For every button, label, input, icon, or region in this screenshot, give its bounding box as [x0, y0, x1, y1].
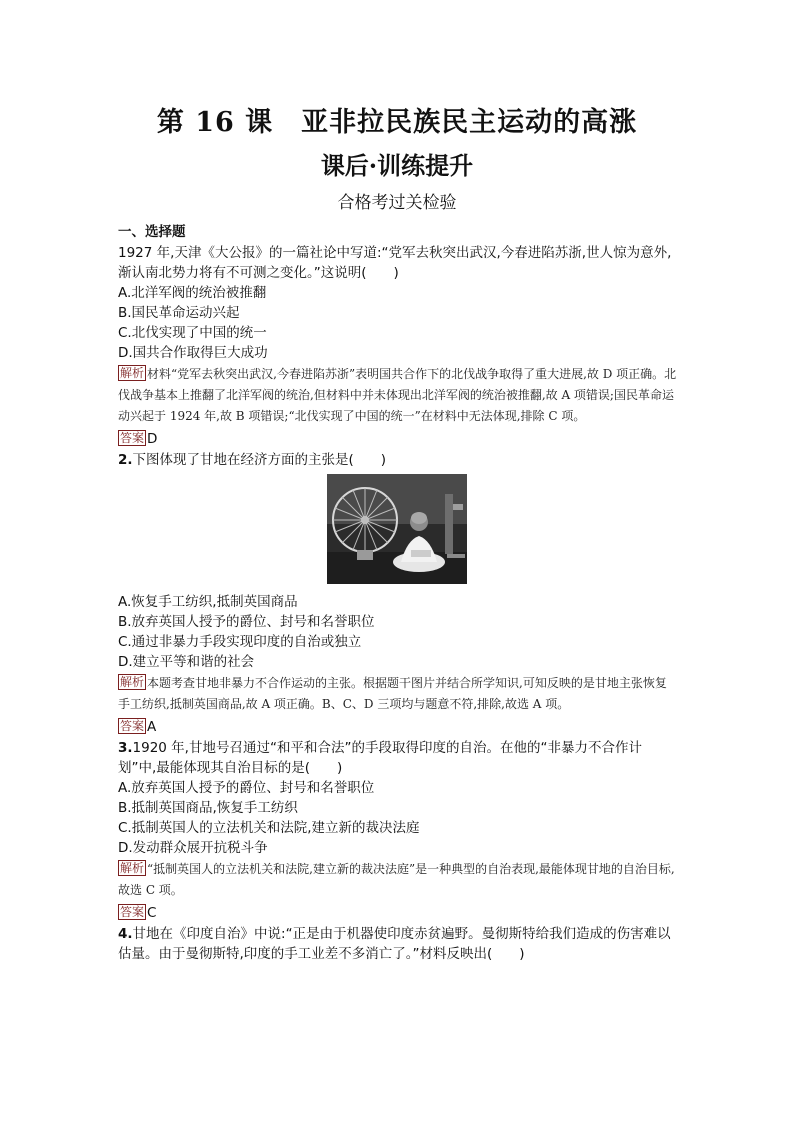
analysis-tag: 解析	[120, 861, 145, 875]
answer	[118, 717, 678, 737]
question-3	[118, 738, 678, 923]
answer-tag: 答案	[120, 905, 145, 919]
option-b: B.抵制英国商品,恢复手工纺织	[118, 800, 298, 816]
question-2	[118, 450, 678, 737]
option-a: A.恢复手工纺织,抵制英国商品	[118, 594, 298, 610]
option-c: C.北伐实现了中国的统一	[118, 325, 267, 341]
question-stem	[118, 738, 678, 778]
option-d: D.国共合作取得巨大成功	[118, 345, 268, 361]
question-stem	[118, 924, 678, 964]
answer	[118, 429, 678, 449]
lesson-title: 第 16 课 亚非拉民族民主运动的高涨	[156, 107, 638, 138]
option-d: D.发动群众展开抗税斗争	[118, 840, 268, 856]
analysis	[118, 364, 678, 427]
analysis-text: 本题考查甘地非暴力不合作运动的主张。根据题干图片并结合所学知识,可知反映的是甘地主张恢复手工纺织,抵制英国商品,故 A 项正确。B、C、D 三项均与题意不符,排除,故选 A 项。	[118, 676, 667, 711]
question-stem-text: 1927 年,天津《大公报》的一篇社论中写道:“党军去秋突出武汉,今春进陷苏浙,世人惊为意外,渐认南北势力将有不可测之变化。”这说明( )	[118, 245, 672, 281]
question-number: 3.	[118, 740, 133, 756]
analysis-text: “抵制英国人的立法机关和法院,建立新的裁决法庭”是一种典型的自治表现,最能体现甘地的自治目标,故选 C 项。	[118, 862, 675, 897]
option-b: B.放弃英国人授予的爵位、封号和名誉职位	[118, 614, 375, 630]
part-title: 一、选择题	[118, 224, 186, 240]
analysis-tag: 解析	[120, 366, 145, 380]
question-stem	[118, 450, 678, 470]
answer-tag: 答案	[120, 719, 145, 733]
answer-tag: 答案	[120, 431, 145, 445]
question-stem	[118, 243, 678, 283]
option-a: A.放弃英国人授予的爵位、封号和名誉职位	[118, 780, 375, 796]
answer-value: C	[147, 905, 157, 921]
question-stem-text: 甘地在《印度自治》中说:“正是由于机器使印度赤贫遍野。曼彻斯特给我们造成的伤害难以估量。由于曼彻斯特,印度的手工业差不多消亡了。”材料反映出( )	[118, 926, 671, 962]
question-number: 2.	[118, 452, 133, 468]
answer-value: D	[147, 431, 158, 447]
analysis	[118, 859, 678, 901]
question-1	[118, 243, 678, 449]
gandhi-spinning-wheel-photo	[327, 474, 467, 584]
answer	[118, 903, 678, 923]
question-list	[118, 222, 678, 964]
option-c: C.通过非暴力手段实现印度的自治或独立	[118, 634, 362, 650]
analysis	[118, 673, 678, 715]
photo-container	[118, 474, 678, 586]
question-number: 4.	[118, 926, 133, 942]
option-a: A.北洋军阀的统治被推翻	[118, 285, 267, 301]
analysis-text: 材料“党军去秋突出武汉,今春进陷苏浙”表明国共合作下的北伐战争取得了重大进展,故 D 项正确。北伐战争基本上推翻了北洋军阀的统治,但材料中并未体现出北洋军阀的统治被推翻,故 A 项错误;国民革命运动兴起于 1924 年,故 B 项错误;“北伐实现了中国的统一”在材料中无法体现,排除 C 项。	[118, 367, 677, 423]
lesson-subtitle: 课后·训练提升	[320, 151, 474, 180]
analysis-tag: 解析	[120, 675, 145, 689]
question-stem-text: 下图体现了甘地在经济方面的主张是( )	[132, 452, 387, 468]
option-b: B.国民革命运动兴起	[118, 305, 240, 321]
question-4	[118, 924, 678, 964]
option-c: C.抵制英国人的立法机关和法院,建立新的裁决法庭	[118, 820, 420, 836]
option-d: D.建立平等和谐的社会	[118, 654, 255, 670]
answer-value: A	[147, 719, 157, 735]
question-stem-text: 1920 年,甘地号召通过“和平和合法”的手段取得印度的自治。在他的“非暴力不合作计划”中,最能体现其自治目标的是( )	[118, 740, 642, 776]
section-title: 合格考过关检验	[337, 193, 457, 213]
